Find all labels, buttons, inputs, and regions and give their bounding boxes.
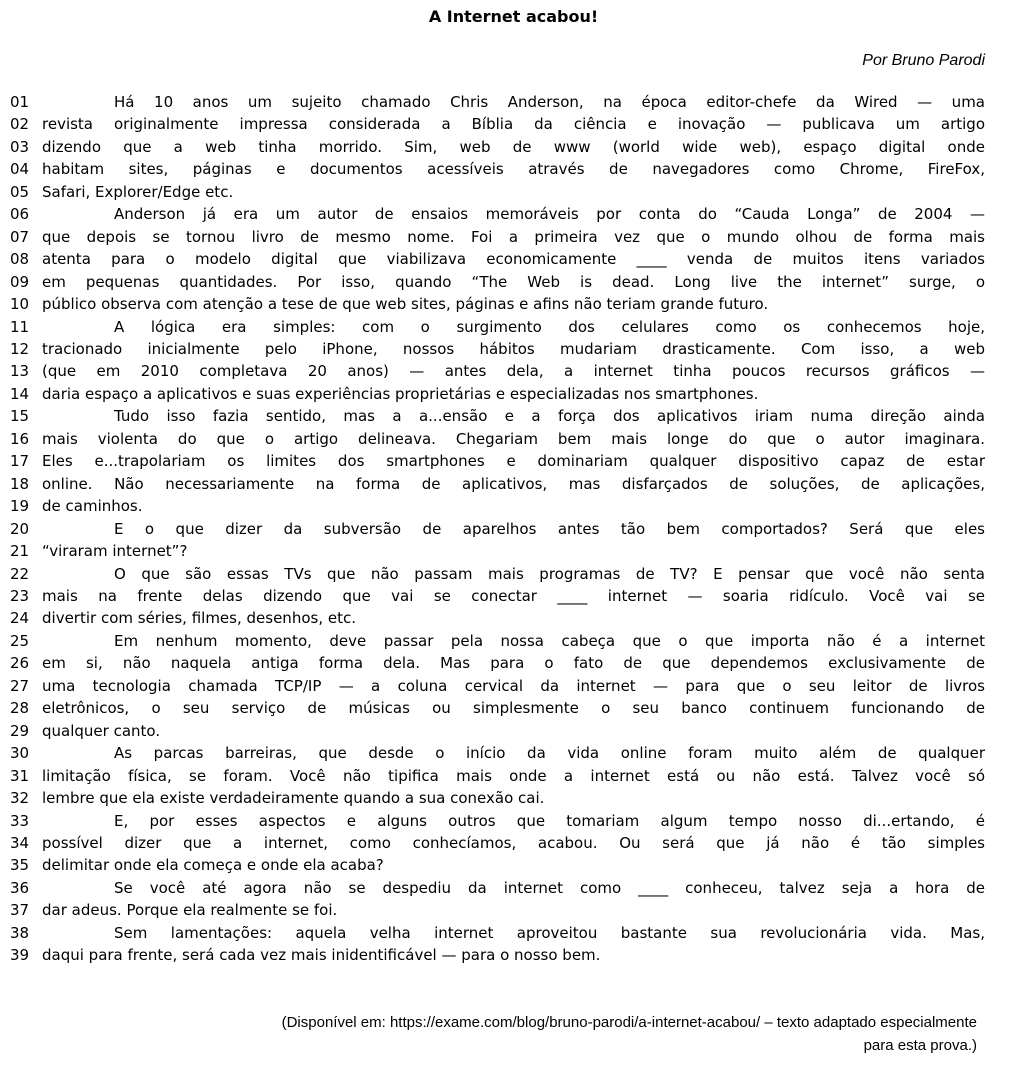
line-number: 33: [10, 811, 30, 830]
text-line: [0, 316, 1027, 338]
line-number: 20: [10, 519, 30, 538]
text-line: [0, 158, 1027, 180]
line-text: revista originalmente impressa considerada a Bíblia da ciência e inovação — publicava um artigo: [42, 115, 985, 134]
line-number: 16: [10, 429, 30, 448]
line-text: (que em 2010 completava 20 anos) — antes dela, a internet tinha poucos recursos gráficos —: [42, 362, 985, 381]
text-line: [0, 360, 1027, 382]
text-line: [0, 405, 1027, 427]
line-number: 35: [10, 856, 30, 875]
line-text: eletrônicos, o seu serviço de músicas ou simplesmente o seu banco continuem funcionando de: [42, 699, 985, 718]
text-line: [0, 832, 1027, 854]
line-number: 02: [10, 115, 30, 134]
line-number: 06: [10, 205, 30, 224]
text-line: [0, 922, 1027, 944]
text-line: [0, 113, 1027, 135]
text-line: [0, 810, 1027, 832]
line-number: 34: [10, 833, 30, 852]
text-line: [0, 675, 1027, 697]
line-number: 27: [10, 676, 30, 695]
citation-line: (Disponível em: https://exame.com/blog/bruno-parodi/a-internet-acabou/ – texto adaptado especialmente: [281, 1013, 977, 1031]
text-line: [0, 607, 1027, 629]
line-number: 08: [10, 250, 30, 269]
text-line: [0, 787, 1027, 809]
line-text: Safari, Explorer/Edge etc.: [42, 182, 234, 201]
line-number: 38: [10, 923, 30, 942]
line-number: 37: [10, 901, 30, 920]
line-text: tracionado inicialmente pelo iPhone, nossos hábitos mudariam drasticamente. Com isso, a web: [42, 339, 985, 358]
line-number: 18: [10, 474, 30, 493]
line-number: 31: [10, 766, 30, 785]
line-text: mais na frente delas dizendo que vai se conectar ____ internet — soaria ridículo. Você vai se: [42, 586, 985, 605]
line-text: O que são essas TVs que não passam mais programas de TV? E pensar que você não senta: [114, 564, 985, 583]
line-text: A lógica era simples: com o surgimento dos celulares como os conhecemos hoje,: [114, 317, 985, 336]
line-number: 25: [10, 631, 30, 650]
line-text: de caminhos.: [42, 497, 143, 516]
line-number: 21: [10, 542, 30, 561]
line-text: atenta para o modelo digital que viabilizava economicamente ____ venda de muitos itens variados: [42, 250, 985, 269]
line-number: 30: [10, 744, 30, 763]
line-text: limitação física, se foram. Você não tipifica mais onde a internet está ou não está. Talvez você só: [42, 766, 985, 785]
line-number: 26: [10, 654, 30, 673]
text-line: [0, 630, 1027, 652]
text-line: [0, 450, 1027, 472]
text-line: [0, 899, 1027, 921]
line-text: Sem lamentações: aquela velha internet aproveitou bastante sua revolucionária vida. Mas,: [114, 923, 985, 942]
source-citation: [0, 1011, 977, 1057]
line-number: 22: [10, 564, 30, 583]
text-line: [0, 226, 1027, 248]
line-text: As parcas barreiras, que desde o início da vida online foram muito além de qualquer: [114, 744, 985, 763]
line-text: que depois se tornou livro de mesmo nome. Foi a primeira vez que o mundo olhou de forma mais: [42, 227, 985, 246]
line-text: delimitar onde ela começa e onde ela acaba?: [42, 856, 384, 875]
text-line: [0, 697, 1027, 719]
line-number: 05: [10, 182, 30, 201]
text-line: [0, 181, 1027, 203]
line-text: em si, não naquela antiga forma dela. Mas para o fato de que dependemos exclusivamente de: [42, 654, 985, 673]
line-text: Eles e...trapolariam os limites dos smartphones e dominariam qualquer dispositivo capaz de estar: [42, 452, 985, 471]
text-line: [0, 742, 1027, 764]
line-number: 13: [10, 362, 30, 381]
line-text: “viraram internet”?: [42, 542, 188, 561]
citation-line: para esta prova.): [863, 1036, 977, 1054]
line-text: uma tecnologia chamada TCP/IP — a coluna cervical da internet — para que o seu leitor de livros: [42, 676, 985, 695]
line-text: mais violenta do que o artigo delineava. Chegariam bem mais longe do que o autor imaginara.: [42, 429, 985, 448]
line-number: 32: [10, 789, 30, 808]
line-text: E, por esses aspectos e alguns outros que tomariam algum tempo nosso di...ertando, é: [114, 811, 985, 830]
text-line: [0, 652, 1027, 674]
line-number: 04: [10, 160, 30, 179]
line-text: divertir com séries, filmes, desenhos, etc.: [42, 609, 356, 628]
line-text: daqui para frente, será cada vez mais inidentificável — para o nosso bem.: [42, 946, 601, 965]
line-text: possível dizer que a internet, como conhecíamos, acabou. Ou será que já não é tão simples: [42, 833, 985, 852]
line-text: público observa com atenção a tese de que web sites, páginas e afins não teriam grande futuro.: [42, 295, 769, 314]
text-line: [0, 563, 1027, 585]
line-number: 01: [10, 93, 30, 111]
text-line: [0, 428, 1027, 450]
text-line: [0, 271, 1027, 293]
line-number: 03: [10, 137, 30, 156]
line-text: Há 10 anos um sujeito chamado Chris Anderson, na época editor-chefe da Wired — uma: [114, 93, 985, 111]
line-number: 17: [10, 452, 30, 471]
line-text: Em nenhum momento, deve passar pela nossa cabeça que o que importa não é a internet: [114, 631, 985, 650]
line-text: daria espaço a aplicativos e suas experiências proprietárias e especializadas nos smartphones.: [42, 384, 759, 403]
text-line: [0, 383, 1027, 405]
line-text: lembre que ela existe verdadeiramente quando a sua conexão cai.: [42, 789, 545, 808]
line-number: 24: [10, 609, 30, 628]
text-line: [0, 854, 1027, 876]
line-text: dar adeus. Porque ela realmente se foi.: [42, 901, 338, 920]
text-line: [0, 765, 1027, 787]
text-line: [0, 338, 1027, 360]
text-line: [0, 944, 1027, 966]
line-text: E o que dizer da subversão de aparelhos antes tão bem comportados? Será que eles: [114, 519, 985, 538]
line-number: 28: [10, 699, 30, 718]
line-number: 11: [10, 317, 30, 336]
line-text: Anderson já era um autor de ensaios memoráveis por conta do “Cauda Longa” de 2004 —: [114, 205, 985, 224]
text-line: [0, 91, 1027, 113]
text-line: [0, 293, 1027, 315]
line-number: 23: [10, 586, 30, 605]
line-text: online. Não necessariamente na forma de aplicativos, mas disfarçados de soluções, de aplicações,: [42, 474, 985, 493]
text-line: [0, 720, 1027, 742]
text-line: [0, 203, 1027, 225]
line-number: 07: [10, 227, 30, 246]
line-text: habitam sites, páginas e documentos acessíveis através de navegadores como Chrome, FireFox,: [42, 160, 985, 179]
text-line: [0, 136, 1027, 158]
text-line: [0, 473, 1027, 495]
line-text: dizendo que a web tinha morrido. Sim, web de www (world wide web), espaço digital onde: [42, 137, 985, 156]
line-number: 12: [10, 339, 30, 358]
text-body: [0, 91, 1027, 967]
line-number: 14: [10, 384, 30, 403]
line-number: 36: [10, 878, 30, 897]
line-text: em pequenas quantidades. Por isso, quando “The Web is dead. Long live the internet” surge, o: [42, 272, 985, 291]
text-line: [0, 585, 1027, 607]
line-number: 39: [10, 946, 30, 965]
line-text: qualquer canto.: [42, 721, 161, 740]
line-number: 15: [10, 407, 30, 426]
text-line: [0, 518, 1027, 540]
line-number: 09: [10, 272, 30, 291]
line-number: 10: [10, 295, 30, 314]
text-line: [0, 540, 1027, 562]
line-number: 29: [10, 721, 30, 740]
text-line: [0, 495, 1027, 517]
line-number: 19: [10, 497, 30, 516]
document-title: A Internet acabou!: [428, 7, 599, 26]
line-text: Tudo isso fazia sentido, mas a a...ensão e a força dos aplicativos iriam numa direção ainda: [114, 407, 985, 426]
text-line: [0, 877, 1027, 899]
byline: Por Bruno Parodi: [862, 52, 985, 69]
line-text: Se você até agora não se despediu da internet como ____ conheceu, talvez seja a hora de: [114, 878, 985, 897]
text-line: [0, 248, 1027, 270]
